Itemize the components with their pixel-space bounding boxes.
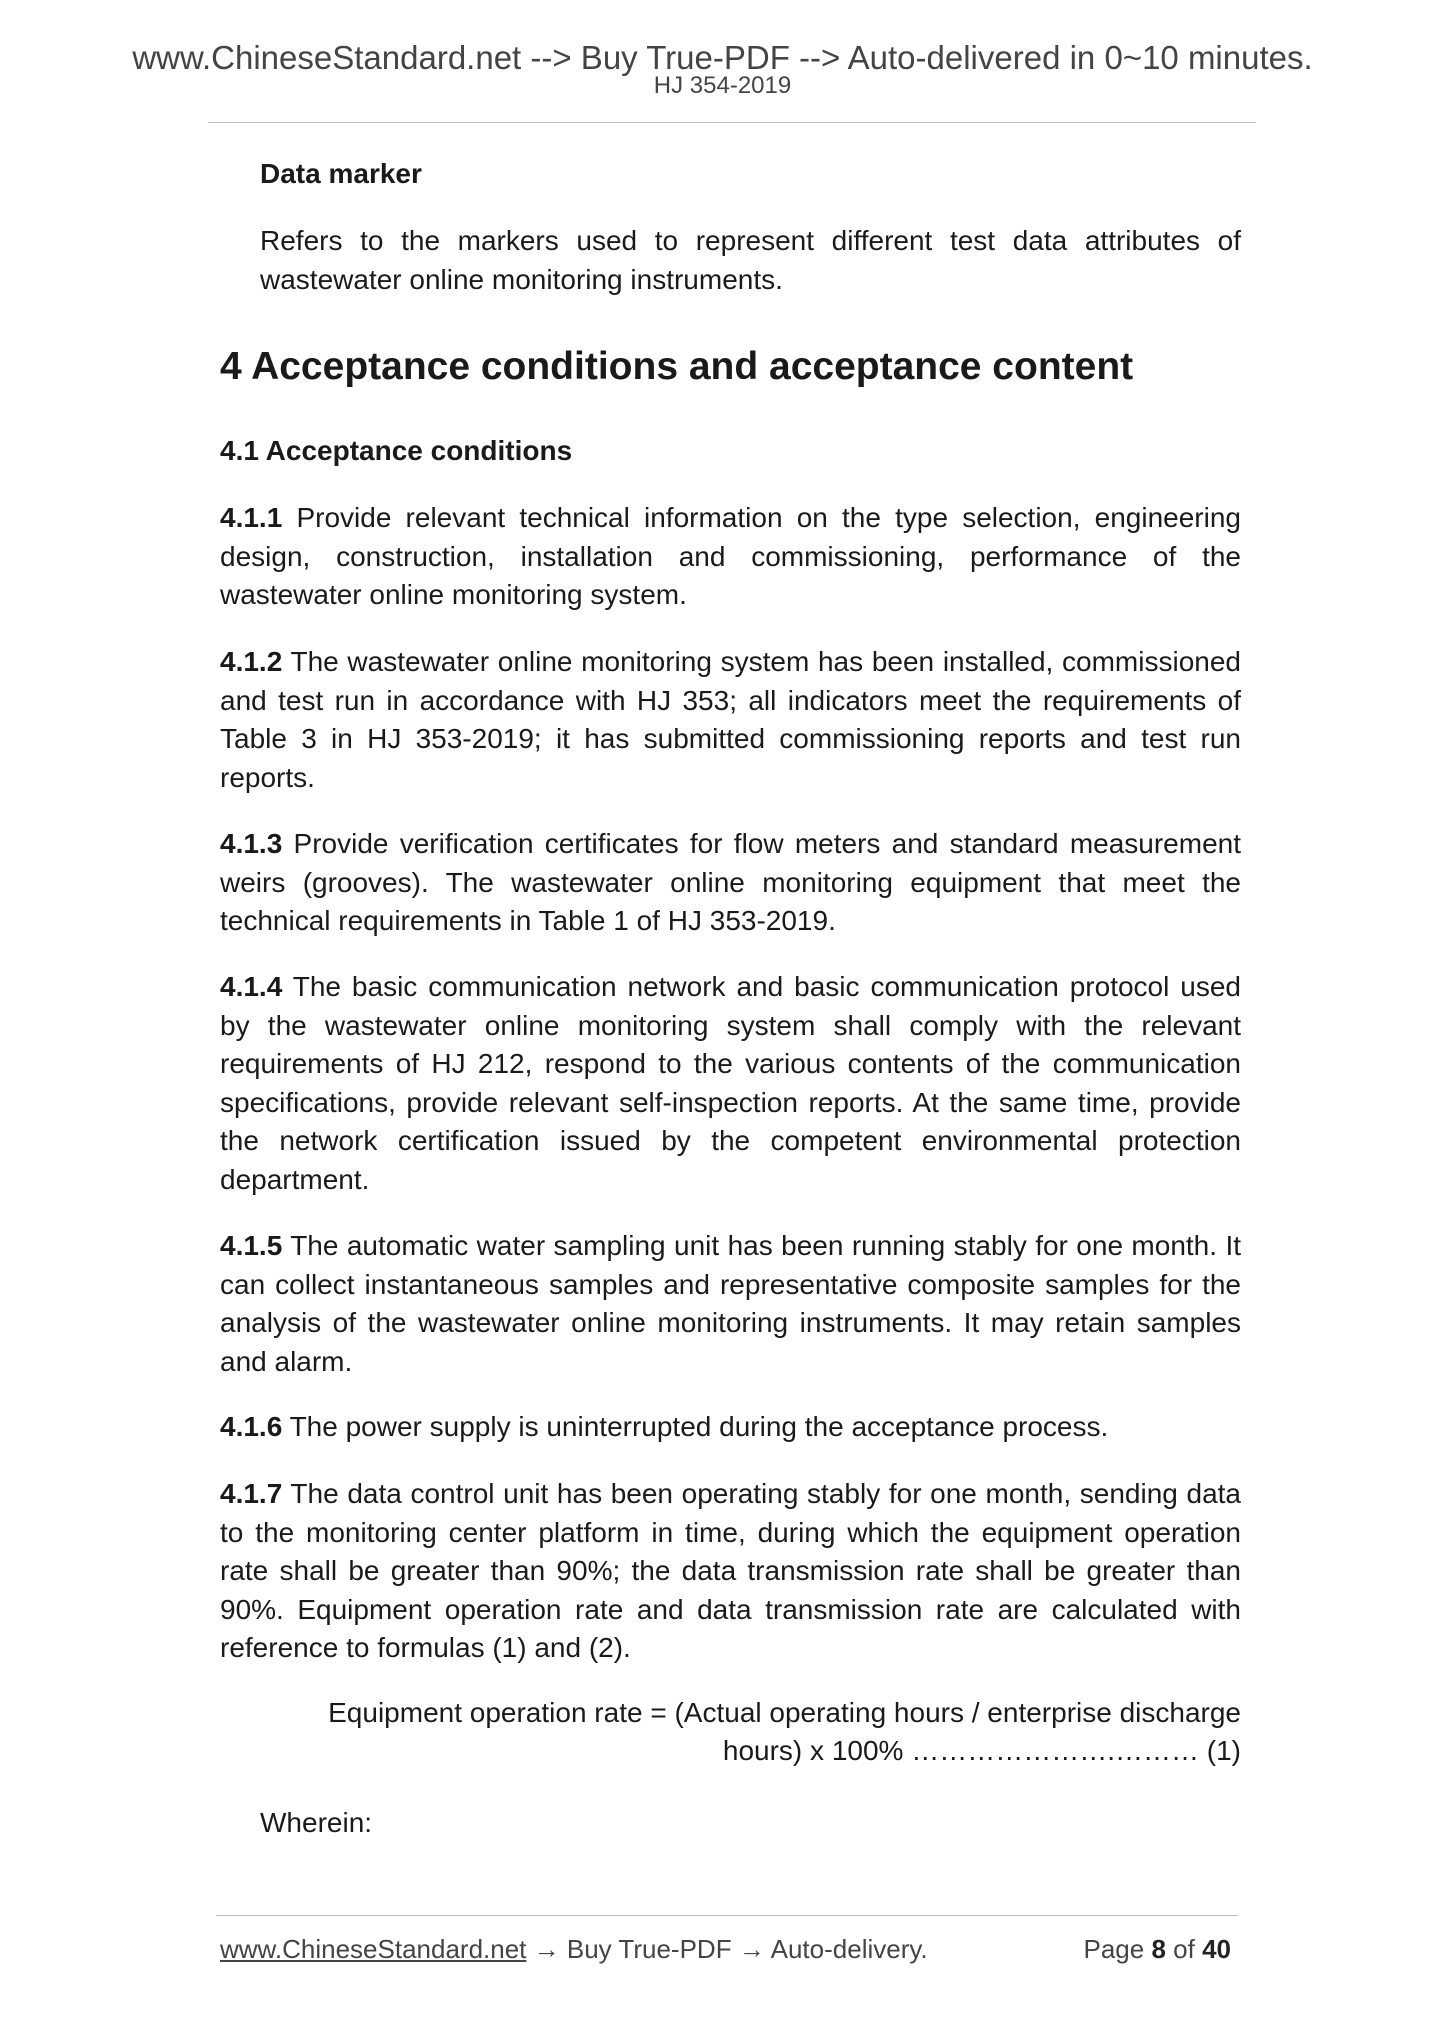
clause-text: The automatic water sampling unit has been running stably for one month. It can collect instantaneous samples and representative composite samples for the analysis of the wastewater online monitoring instruments. It may retain samples and alarm. [220, 1230, 1241, 1377]
clause-4-1-4 [220, 968, 1241, 1199]
clause-text: The wastewater online monitoring system has been installed, commissioned and test run in accordance with HJ 353; all indicators meet the requirements of Table 3 in HJ 353-2019; it has submitted commissioning reports and test run reports. [220, 646, 1241, 793]
header-banner: www.ChineseStandard.net --> Buy True-PDF --> Auto-delivered in 0~10 minutes. [132, 39, 1313, 76]
page-indicator [1083, 1932, 1231, 1966]
formula-1-line-2: hours) x 100% ………………….……… (1) [722, 1735, 1241, 1766]
clause-number: 4.1.1 [220, 502, 283, 533]
clause-number: 4.1.7 [220, 1478, 283, 1509]
header-divider [208, 122, 1256, 123]
clause-4-1-3 [220, 825, 1241, 941]
page-number: 8 [1151, 1934, 1166, 1964]
of-label: of [1173, 1934, 1195, 1964]
clause-4-1-6 [220, 1408, 1241, 1447]
clause-number: 4.1.6 [220, 1411, 283, 1442]
clause-number: 4.1.2 [220, 646, 283, 677]
footer-divider [216, 1915, 1238, 1916]
clause-text: The basic communication network and basic communication protocol used by the wastewater online monitoring system shall comply with the relevant requirements of HJ 212, respond to the various contents of the communication specifications, provide relevant self-inspection reports. At the same time, provide the network certification issued by the competent environmental protection department. [220, 971, 1242, 1195]
clause-number: 4.1.4 [220, 971, 283, 1002]
arrow-right-icon: → [738, 1934, 765, 1964]
footer-buy-text: Buy True-PDF [566, 1934, 732, 1964]
clause-text: The power supply is uninterrupted during the acceptance process. [289, 1411, 1109, 1442]
wherein-label: Wherein: [260, 1807, 373, 1838]
clause-text: The data control unit has been operating stably for one month, sending data to the monitoring center platform in time, during which the equipment operation rate shall be greater than 90%; the data transmission rate shall be greater than 90%. Equipment operation rate and data transmission rate are calculated with reference to formulas (1) and (2). [220, 1478, 1241, 1663]
formula-1-line-1: Equipment operation rate = (Actual operating hours / enterprise discharge [328, 1697, 1241, 1728]
footer-site-link[interactable]: www.ChineseStandard.net [220, 1934, 527, 1964]
page-total: 40 [1202, 1934, 1231, 1964]
standard-id: HJ 354-2019 [653, 72, 792, 99]
clause-number: 4.1.3 [220, 828, 283, 859]
data-marker-title: Data marker [260, 158, 422, 189]
clause-4-1-5 [220, 1227, 1241, 1381]
data-marker-text: Refers to the markers used to represent different test data attributes of wastewater online monitoring instruments. [260, 225, 1241, 295]
section-4-heading: 4 Acceptance conditions and acceptance content [220, 345, 1134, 388]
clause-4-1-1 [220, 499, 1241, 615]
section-4-1-heading: 4.1 Acceptance conditions [220, 435, 573, 466]
footer-left [220, 1932, 928, 1966]
clause-4-1-7 [220, 1475, 1241, 1668]
footer-delivery-text: Auto-delivery. [770, 1934, 928, 1964]
clause-4-1-2 [220, 643, 1241, 797]
clause-text: Provide verification certificates for flow meters and standard measurement weirs (grooves). The wastewater online monitoring equipment that meet the technical requirements in Table 1 of HJ 353-2019. [220, 828, 1242, 936]
clause-text: Provide relevant technical information on the type selection, engineering design, construction, installation and commissioning, performance of the wastewater online monitoring system. [220, 502, 1241, 610]
page-label: Page [1083, 1934, 1145, 1964]
clause-number: 4.1.5 [220, 1230, 283, 1261]
arrow-right-icon: → [533, 1934, 560, 1964]
